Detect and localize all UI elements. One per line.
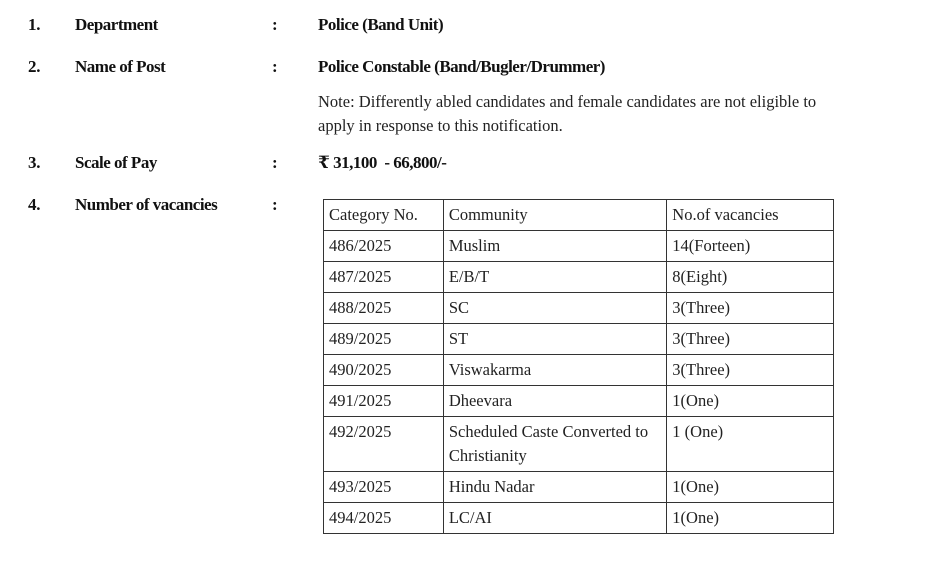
header-no-of-vacancies: No.of vacancies [667, 200, 834, 231]
community-cell: Muslim [443, 231, 666, 262]
label-name-of-post: Name of Post [75, 57, 166, 76]
label-scale-of-pay: Scale of Pay [75, 153, 157, 172]
table-row [324, 324, 834, 355]
vacancies-cell: 3(Three) [667, 324, 834, 355]
community-cell: Dheevara [443, 386, 666, 417]
vacancies-cell: 1 (One) [667, 417, 834, 472]
vacancies-cell: 1(One) [667, 472, 834, 503]
item-number-4: 4. [28, 195, 41, 214]
separator: : [272, 15, 278, 34]
value-name-of-post: Police Constable (Band/Bugler/Drummer) [318, 57, 605, 76]
vacancies-cell: 8(Eight) [667, 262, 834, 293]
table-row [324, 231, 834, 262]
community-cell: Hindu Nadar [443, 472, 666, 503]
separator: : [272, 153, 278, 172]
item-number-2: 2. [28, 57, 41, 76]
community-cell: LC/AI [443, 503, 666, 534]
community-cell: Viswakarma [443, 355, 666, 386]
category-no-cell: 492/2025 [324, 417, 444, 472]
vacancies-cell: 3(Three) [667, 355, 834, 386]
table-row [324, 262, 834, 293]
community-cell: E/B/T [443, 262, 666, 293]
category-no-cell: 494/2025 [324, 503, 444, 534]
table-row [324, 355, 834, 386]
category-no-cell: 490/2025 [324, 355, 444, 386]
community-cell: ST [443, 324, 666, 355]
table-row [324, 503, 834, 534]
category-no-cell: 493/2025 [324, 472, 444, 503]
table-row [324, 472, 834, 503]
table-row [324, 293, 834, 324]
item-number-3: 3. [28, 153, 41, 172]
header-category-no: Category No. [324, 200, 444, 231]
value-scale-of-pay: ₹ 31,100 - 66,800/- [318, 153, 447, 172]
vacancies-cell: 1(One) [667, 386, 834, 417]
vacancies-cell: 3(Three) [667, 293, 834, 324]
table-row [324, 386, 834, 417]
community-cell: SC [443, 293, 666, 324]
item-number-1: 1. [28, 15, 41, 34]
vacancy-table [323, 199, 834, 534]
category-no-cell: 491/2025 [324, 386, 444, 417]
vacancies-cell: 14(Forteen) [667, 231, 834, 262]
label-department: Department [75, 15, 158, 34]
value-department: Police (Band Unit) [318, 15, 444, 34]
vacancies-cell: 1(One) [667, 503, 834, 534]
table-row [324, 417, 834, 472]
category-no-cell: 488/2025 [324, 293, 444, 324]
separator: : [272, 195, 278, 214]
community-cell: Scheduled Caste Converted to Christianity [443, 417, 666, 472]
eligibility-note: Note: Differently abled candidates and female candidates are not eligible to apply in response to this notification. [318, 92, 817, 135]
separator: : [272, 57, 278, 76]
table-header-row [324, 200, 834, 231]
category-no-cell: 487/2025 [324, 262, 444, 293]
header-community: Community [443, 200, 666, 231]
label-number-of-vacancies: Number of vacancies [75, 195, 218, 214]
category-no-cell: 489/2025 [324, 324, 444, 355]
category-no-cell: 486/2025 [324, 231, 444, 262]
